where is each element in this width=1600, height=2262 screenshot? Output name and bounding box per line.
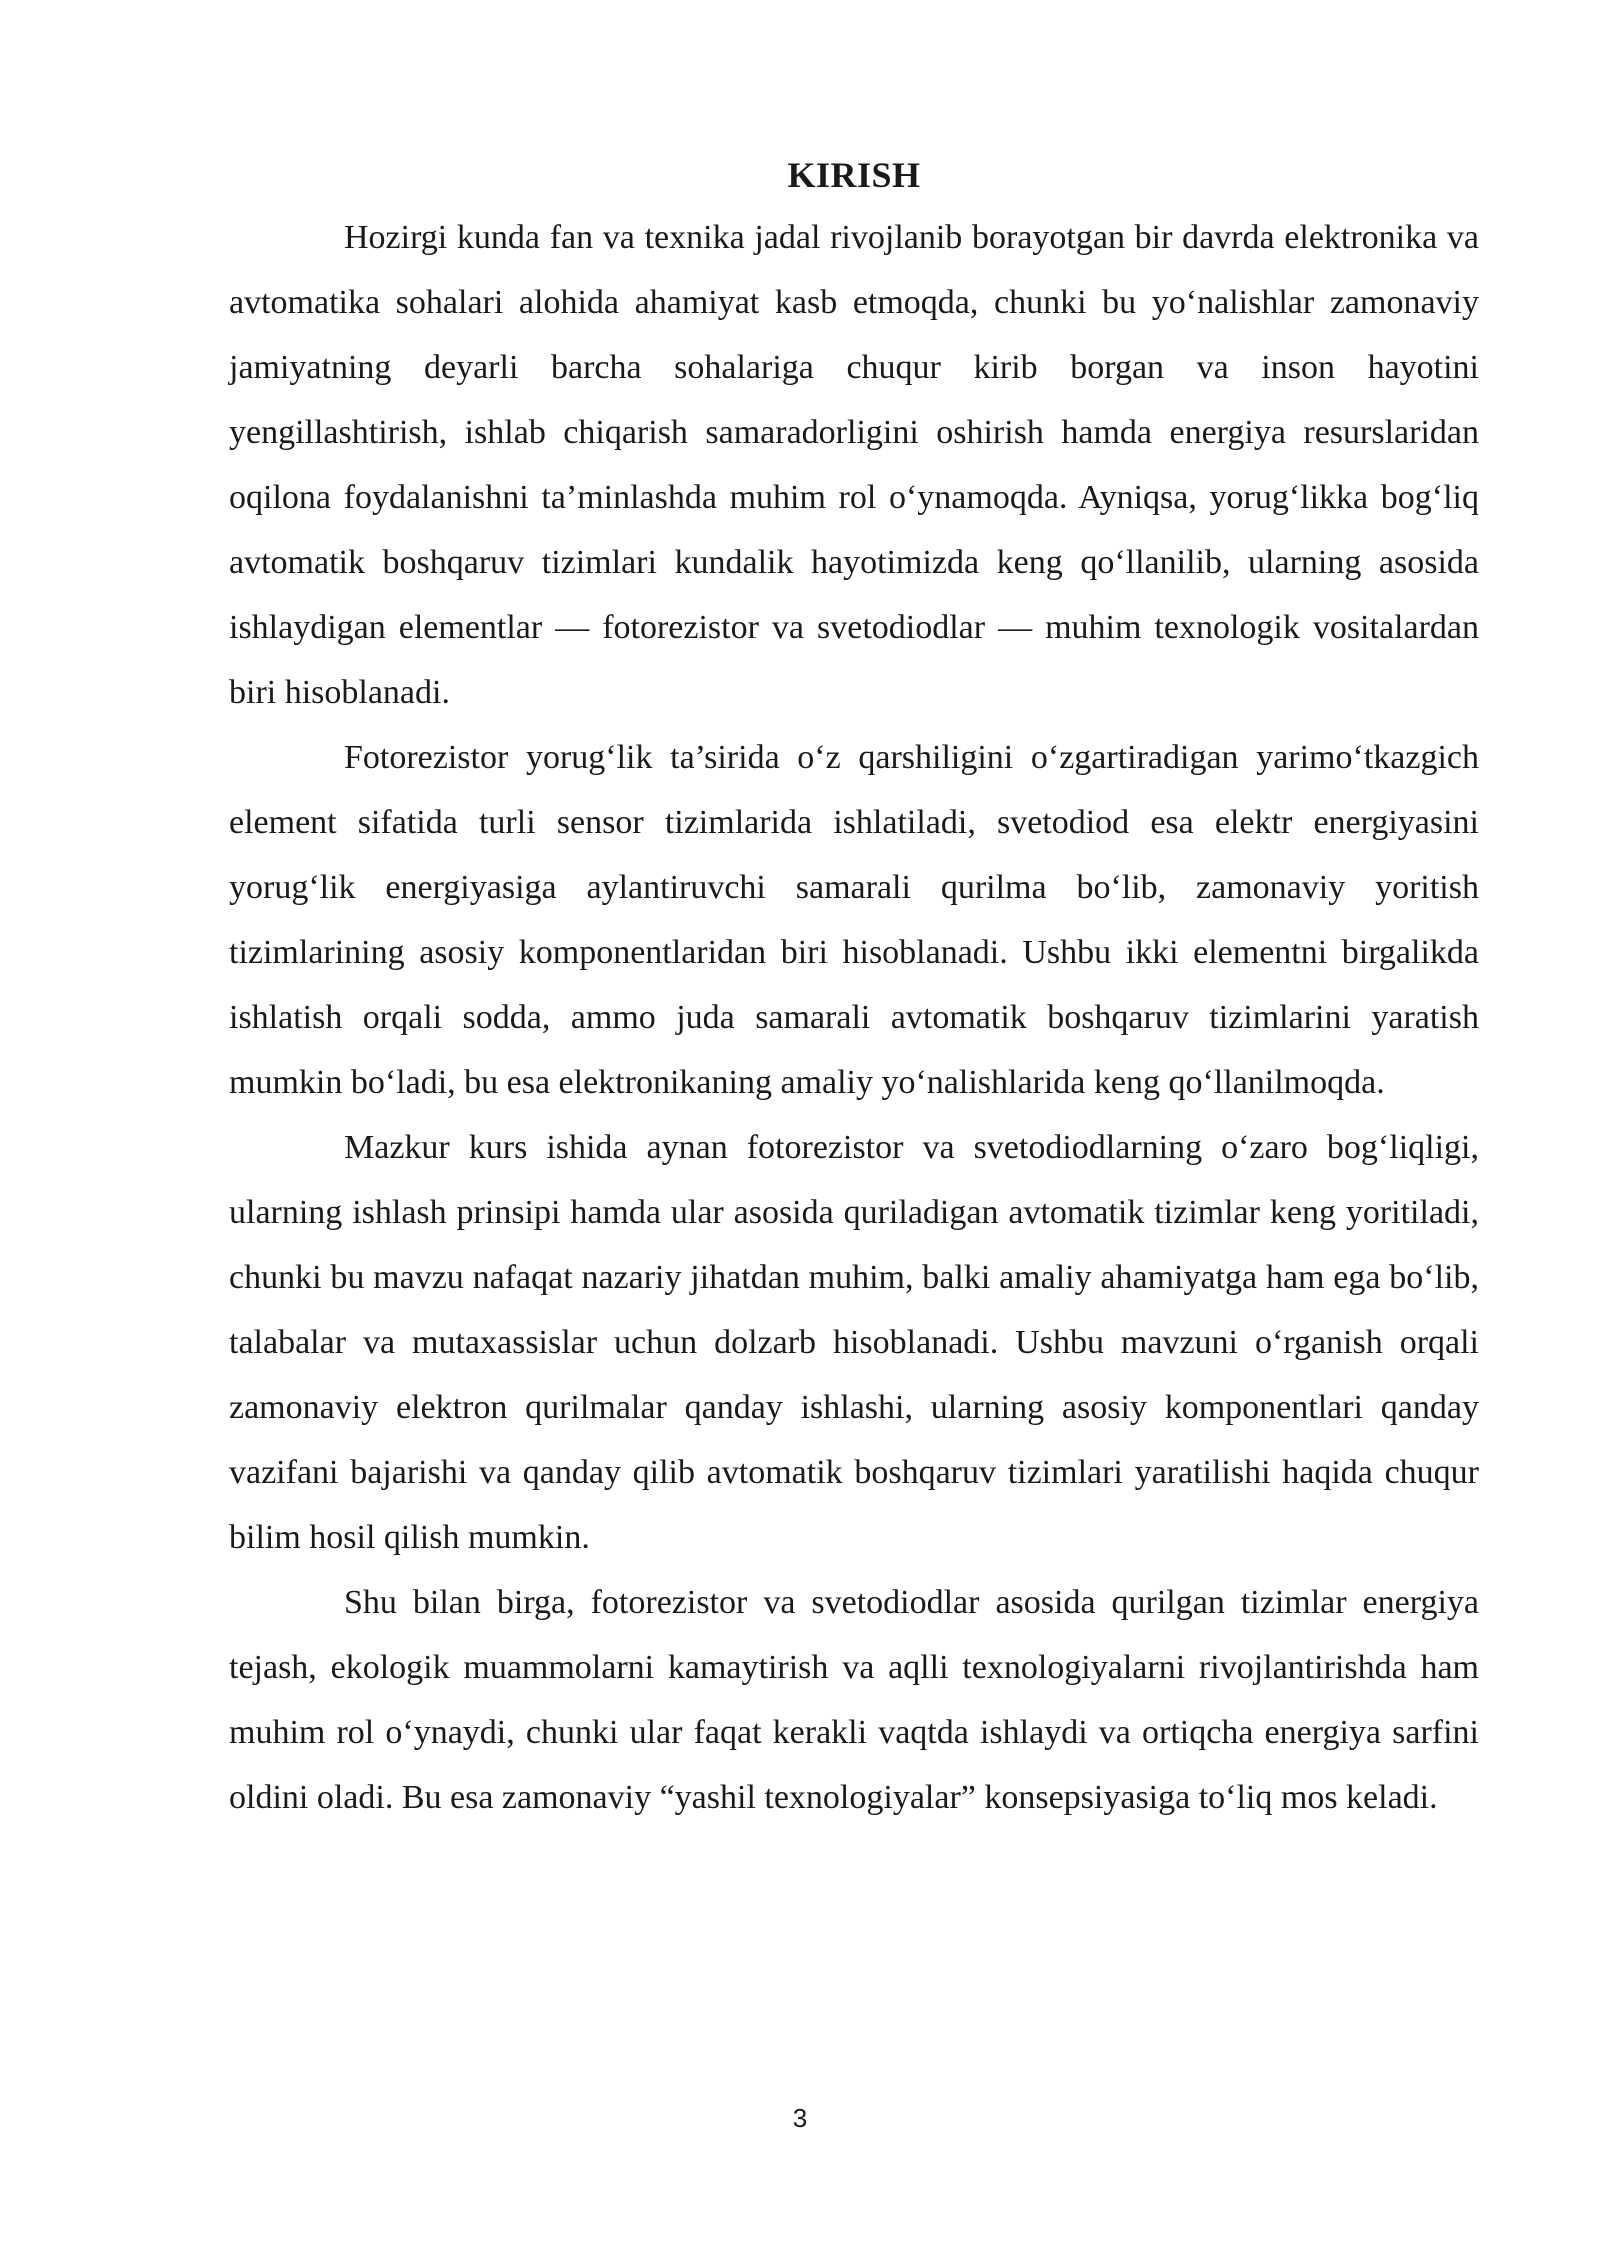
paragraph-2: Fotorezistor yorug‘lik ta’sirida o‘z qarshiligini o‘zgartiradigan yarimo‘tkazgich element sifatida turli sensor tizimlarida ishlatiladi, svetodiod esa elektr energiyasini yorug‘lik energiyasiga aylantiruvchi samarali qurilma bo‘lib, zamonaviy yoritish tizimlarining asosiy komponentlaridan biri hisoblanadi. Ushbu ikki elementni birgalikda ishlatish orqali sodda, ammo juda samarali avtomatik boshqaruv tizimlarini yaratish mumkin bo‘ladi, bu esa elektronikaning amaliy yo‘nalishlarida keng qo‘llanilmoqda. (229, 739, 1479, 1101)
section-heading: KIRISH (787, 155, 921, 195)
page-content (229, 145, 1479, 1830)
paragraph-4: Shu bilan birga, fotorezistor va svetodiodlar asosida qurilgan tizimlar energiya tejash, ekologik muammolarni kamaytirish va aqlli texnologiyalarni rivojlantirishda ham muhim rol o‘ynaydi, chunki ular faqat kerakli vaqtda ishlaydi va ortiqcha energiya sarfini oldini oladi. Bu esa zamonaviy “yashil texnologiyalar” konsepsiyasiga to‘liq mos keladi. (229, 1584, 1479, 1816)
paragraph-3: Mazkur kurs ishida aynan fotorezistor va svetodiodlarning o‘zaro bog‘liqligi, ularning ishlash prinsipi hamda ular asosida quriladigan avtomatik tizimlar keng yoritiladi, chunki bu mavzu nafaqat nazariy jihatdan muhim, balki amaliy ahamiyatga ham ega bo‘lib, talabalar va mutaxassislar uchun dolzarb hisoblanadi. Ushbu mavzuni o‘rganish orqali zamonaviy elektron qurilmalar qanday ishlashi, ularning asosiy komponentlari qanday vazifani bajarishi va qanday qilib avtomatik boshqaruv tizimlari yaratilishi haqida chuqur bilim hosil qilish mumkin. (229, 1129, 1479, 1556)
paragraph-1: Hozirgi kunda fan va texnika jadal rivojlanib borayotgan bir davrda elektronika va avtomatika sohalari alohida ahamiyat kasb etmoqda, chunki bu yo‘nalishlar zamonaviy jamiyatning deyarli barcha sohalariga chuqur kirib borgan va inson hayotini yengillashtirish, ishlab chiqarish samaradorligini oshirish hamda energiya resurslaridan oqilona foydalanishni ta’minlashda muhim rol o‘ynamoqda. Ayniqsa, yorug‘likka bog‘liq avtomatik boshqaruv tizimlari kundalik hayotimizda keng qo‘llanilib, ularning asosida ishlaydigan elementlar — fotorezistor va svetodiodlar — muhim texnologik vositalardan biri hisoblanadi. (229, 219, 1479, 711)
page-number: 3 (792, 2103, 808, 2133)
